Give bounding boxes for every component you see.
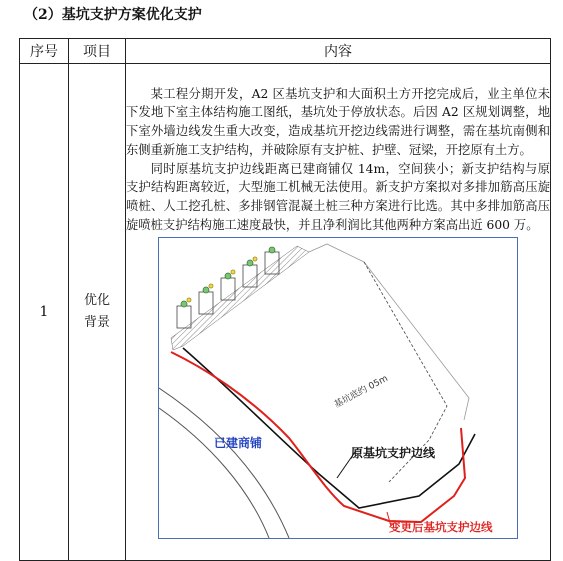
shop-curve-outer [159,388,289,538]
content-table [19,38,551,561]
shop-curve-inner [159,408,269,538]
equipment-units [177,247,279,328]
section-heading: （2）基坑支护方案优化支护 [24,7,202,23]
row-item-line2: 背景 [83,315,110,330]
new-boundary-label: 变更后基坑支护边线 [389,520,493,535]
retaining-strip [171,246,309,350]
content-paragraph-1: 某工程分期开发，A2 区基坑支护和大面积土方开挖完成后，业主单位未下发地下室主体结构施工图纸，基坑处于停放状态。后因 A2 区规划调整，地下室外墙边线发生重大改变，造成基坑开挖边线需进行调整，需在基坑南侧和东侧重新施工支护结构，并破除原有支护桩、护壁、冠梁，开挖原有土方。 [126,86,550,157]
original-boundary-line [183,348,475,508]
table-header-row [20,39,551,64]
table-row [20,64,551,561]
content-paragraph-2: 同时原基坑支护边线距离已建商铺仅 14m，空间狭小；新支护结构与原支护结构距离较近，大型施工机械无法使用。新支护方案拟对多排加筋高压旋喷桩、人工挖孔桩、多排钢管混凝土桩三种方案进行比选。其中多排加筋高压旋喷桩支护结构施工速度最快，并且净利润比其他两种方案高出近 600 万。 [126,161,550,232]
header-content: 内容 [126,39,551,64]
original-boundary-label: 原基坑支护边线 [351,446,436,461]
row-item [69,64,126,561]
site-plan-drawing [159,238,517,538]
row-content [126,64,551,561]
distance-label: 基坑底约 05m [332,374,390,411]
row-number: 1 [20,64,69,561]
site-boundary [309,244,469,420]
header-no: 序号 [20,39,69,64]
site-plan-figure [158,237,518,539]
row-item-line1: 优化 [83,293,110,308]
shop-label: 已建商铺 [214,436,263,451]
header-item: 项目 [69,39,126,64]
